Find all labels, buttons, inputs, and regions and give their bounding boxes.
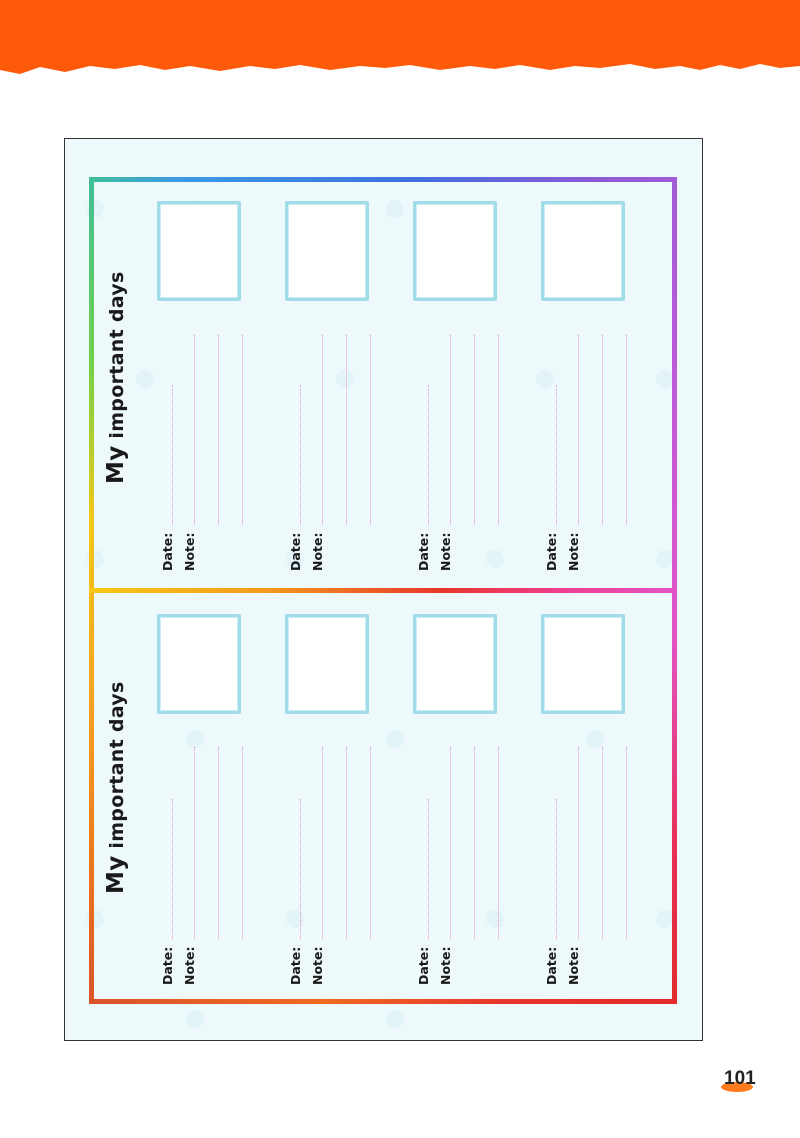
activity-sheet — [64, 138, 703, 1041]
date-label: Date: — [416, 946, 431, 985]
photo-box — [157, 201, 241, 301]
note-line — [474, 335, 475, 525]
date-line — [556, 799, 557, 939]
date-label: Date: — [160, 532, 175, 571]
note-label: Note: — [182, 532, 197, 571]
note-label: Note: — [310, 532, 325, 571]
note-line — [370, 335, 371, 525]
note-line — [450, 335, 451, 525]
note-line — [218, 747, 219, 939]
date-line — [300, 385, 301, 525]
note-line — [322, 747, 323, 939]
note-line — [602, 747, 603, 939]
note-label: Note: — [182, 946, 197, 985]
photo-box — [413, 614, 497, 714]
note-line — [218, 335, 219, 525]
note-line — [242, 335, 243, 525]
note-line — [370, 747, 371, 939]
note-line — [602, 335, 603, 525]
panel-title: My important days — [103, 271, 129, 484]
note-line — [498, 747, 499, 939]
note-line — [626, 335, 627, 525]
note-label: Note: — [566, 532, 581, 571]
photo-box — [413, 201, 497, 301]
date-line — [172, 799, 173, 939]
date-label: Date: — [288, 532, 303, 571]
note-line — [626, 747, 627, 939]
header-banner — [0, 0, 800, 80]
panel-title: My important days — [103, 681, 129, 894]
photo-box — [157, 614, 241, 714]
date-label: Date: — [416, 532, 431, 571]
note-line — [450, 747, 451, 939]
note-line — [194, 335, 195, 525]
photo-box — [285, 614, 369, 714]
note-line — [578, 335, 579, 525]
date-label: Date: — [160, 946, 175, 985]
note-line — [578, 747, 579, 939]
note-line — [474, 747, 475, 939]
date-line — [172, 385, 173, 525]
date-line — [428, 799, 429, 939]
date-label: Date: — [544, 532, 559, 571]
date-line — [556, 385, 557, 525]
note-line — [346, 335, 347, 525]
photo-box — [541, 614, 625, 714]
photo-box — [285, 201, 369, 301]
note-label: Note: — [438, 532, 453, 571]
note-line — [194, 747, 195, 939]
date-label: Date: — [288, 946, 303, 985]
note-line — [346, 747, 347, 939]
note-label: Note: — [438, 946, 453, 985]
note-label: Note: — [310, 946, 325, 985]
photo-box — [541, 201, 625, 301]
note-line — [242, 747, 243, 939]
note-line — [322, 335, 323, 525]
note-label: Note: — [566, 946, 581, 985]
date-label: Date: — [544, 946, 559, 985]
page-number: 101 — [724, 1068, 756, 1089]
note-line — [498, 335, 499, 525]
date-line — [428, 385, 429, 525]
date-line — [300, 799, 301, 939]
